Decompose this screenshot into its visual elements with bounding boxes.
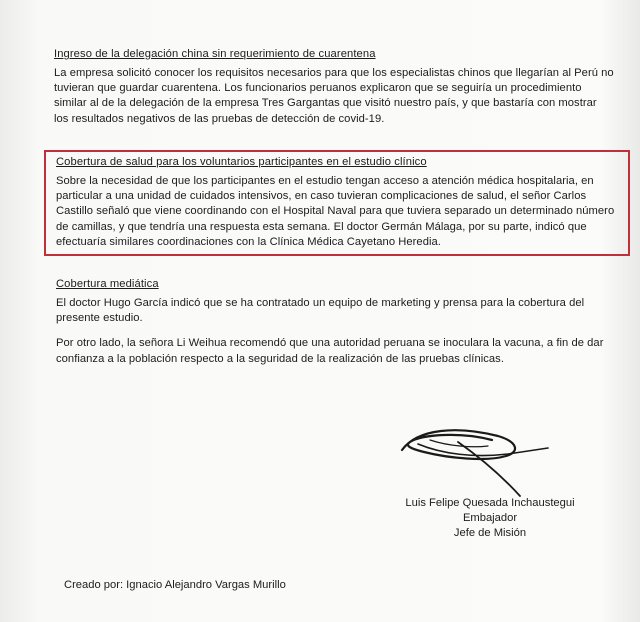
signatory-title: Jefe de Misión [453, 527, 527, 539]
section-health-coverage [56, 156, 622, 250]
section-paragraph: Por otro lado, la señora Li Weihua recomendó que una autoridad peruana se inoculara la vacuna, a fin de dar confianza a la población respecto a la seguridad de la realización de las pruebas clínicas. [56, 337, 604, 365]
handwritten-signature [388, 418, 558, 502]
section-heading: Cobertura de salud para los voluntarios participantes en el estudio clínico [56, 156, 427, 168]
section-heading: Ingreso de la delegación china sin requerimiento de cuarentena [54, 48, 376, 60]
signature-block [390, 496, 590, 541]
section-paragraph: Sobre la necesidad de que los participantes en el estudio tengan acceso a atención médica hospitalaria, en particular a una unidad de cuidados intensivos, en caso tuvieran complicaciones de salud, el señor Carlos Castillo señaló que viene coordinando con el Hospital Naval para que tuviera separado un determinado número de camillas, y que tendría una respuesta esta semana. El doctor Germán Málaga, por su parte, indicó que efectuaría similares coordinaciones con la Clínica Médica Cayetano Heredia. [56, 175, 615, 248]
section-heading: Cobertura mediática [56, 278, 159, 290]
signatory-name: Luis Felipe Quesada Inchaustegui [405, 497, 575, 509]
section-media-coverage [56, 278, 630, 367]
section-paragraph: El doctor Hugo García indicó que se ha contratado un equipo de marketing y prensa para la cobertura del presente estudio. [56, 297, 585, 325]
section-paragraph: La empresa solicitó conocer los requisitos necesarios para que los especialistas chinos que llegarían al Perú no tuvieran que guardar cuarentena. Los funcionarios peruanos explicaron que se seguiría un procedimiento similar al de la delegación de la empresa Tres Gargantas que visitó nuestro país, y que bastaría con mostrar los resultados negativos de las pruebas de detección de covid-19. [54, 67, 614, 125]
section-delegation-entry [54, 48, 614, 127]
signatory-title: Embajador [462, 512, 518, 524]
created-by: Creado por: Ignacio Alejandro Vargas Murillo [64, 579, 286, 591]
